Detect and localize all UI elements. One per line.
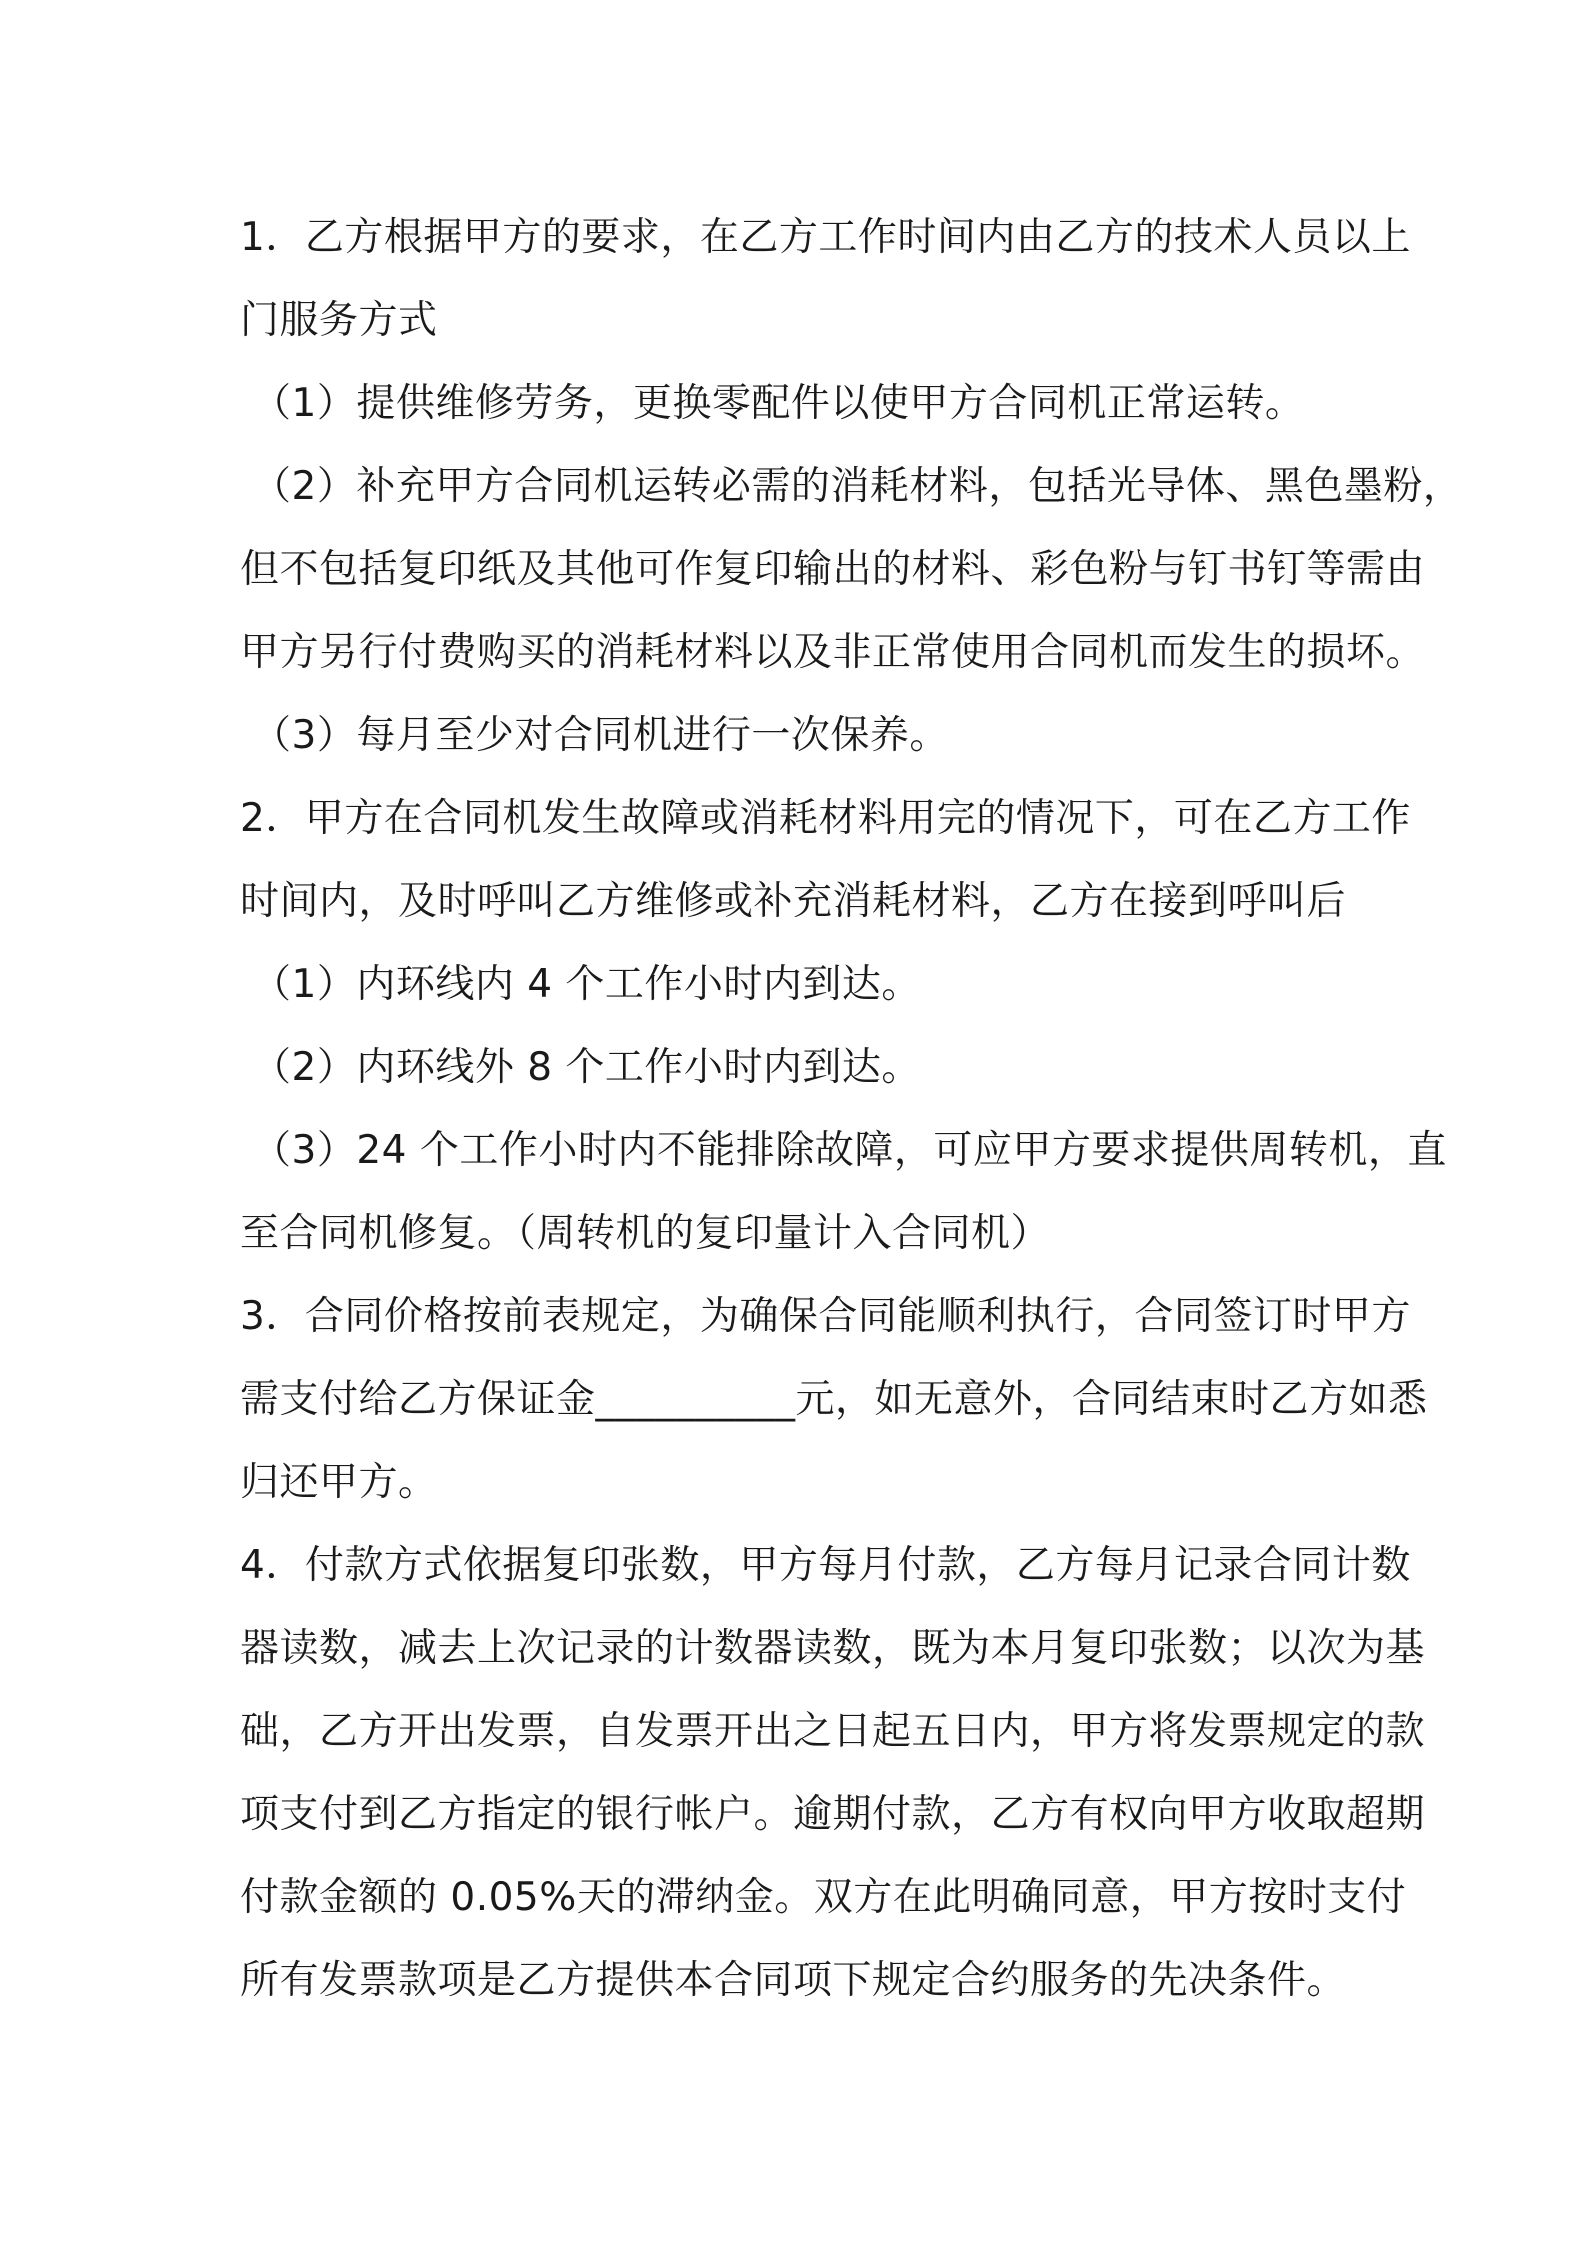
text-line: 项支付到乙方指定的银行帐户。逾期付款，乙方有权向甲方收取超期 xyxy=(240,1792,1426,1837)
text-line: 付款金额的 0.05%天的滞纳金。双方在此明确同意，甲方按时支付 xyxy=(240,1875,1407,1920)
text-line: （3）24 个工作小时内不能排除故障，可应甲方要求提供周转机，直 xyxy=(252,1128,1447,1173)
text-line: 需支付给乙方保证金__________元，如无意外，合同结束时乙方如悉 xyxy=(240,1377,1428,1422)
text-line: 所有发票款项是乙方提供本合同项下规定合约服务的先决条件。 xyxy=(240,1958,1347,2003)
text-line: 时间内，及时呼叫乙方维修或补充消耗材料，乙方在接到呼叫后 xyxy=(240,879,1347,924)
text-line: 础，乙方开出发票，自发票开出之日起五日内，甲方将发票规定的款 xyxy=(240,1709,1426,1754)
text-line: 甲方另行付费购买的消耗材料以及非正常使用合同机而发生的损坏。 xyxy=(240,630,1426,675)
text-line: 至合同机修复。（周转机的复印量计入合同机） xyxy=(240,1211,1051,1256)
text-line: 2．甲方在合同机发生故障或消耗材料用完的情况下，可在乙方工作 xyxy=(240,796,1411,841)
text-line: （3）每月至少对合同机进行一次保养。 xyxy=(252,713,949,758)
text-line: （1）内环线内 4 个工作小时内到达。 xyxy=(252,962,921,1007)
text-line: 4．付款方式依据复印张数，甲方每月付款，乙方每月记录合同计数 xyxy=(240,1543,1411,1588)
text-line: 3．合同价格按前表规定，为确保合同能顺利执行，合同签订时甲方 xyxy=(240,1294,1411,1339)
text-line: 门服务方式 xyxy=(240,298,438,343)
text-line: 归还甲方。 xyxy=(240,1460,438,1505)
contract-text-body xyxy=(240,196,1463,2022)
text-line: 1．乙方根据甲方的要求，在乙方工作时间内由乙方的技术人员以上 xyxy=(240,215,1411,260)
text-line: （2）补充甲方合同机运转必需的消耗材料，包括光导体、黑色墨粉， xyxy=(252,464,1463,509)
text-line: 器读数，减去上次记录的计数器读数，既为本月复印张数；以次为基 xyxy=(240,1626,1426,1671)
text-line: 但不包括复印纸及其他可作复印输出的材料、彩色粉与钉书钉等需由 xyxy=(240,547,1426,592)
text-line: （2）内环线外 8 个工作小时内到达。 xyxy=(252,1045,921,1090)
text-line: （1）提供维修劳务，更换零配件以使甲方合同机正常运转。 xyxy=(252,381,1305,426)
